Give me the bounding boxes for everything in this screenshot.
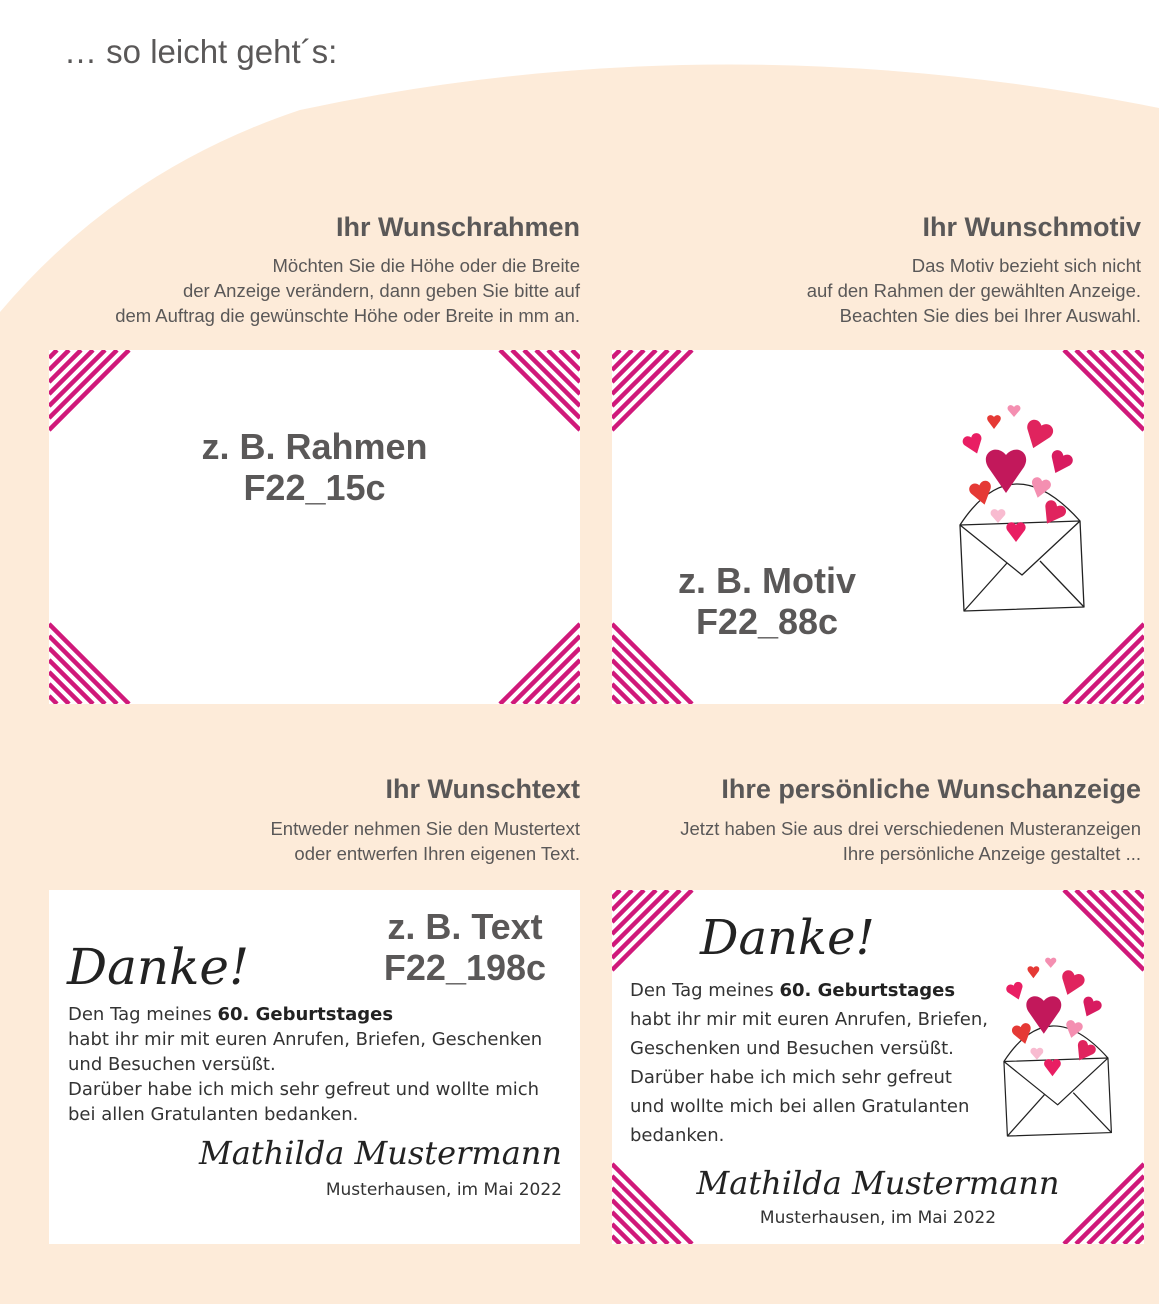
final-description-line: Jetzt haben Sie aus drei verschiedenen Musteranzeigen xyxy=(680,818,1141,839)
frame-description-line: Möchten Sie die Höhe oder die Breite xyxy=(272,255,580,276)
place-date: Musterhausen, im Mai 2022 xyxy=(759,1208,997,1228)
motif-description-line: auf den Rahmen der gewählten Anzeige. xyxy=(806,280,1141,301)
text-example-card xyxy=(49,890,580,1244)
body-text xyxy=(630,976,988,1150)
stripe-corner-top-left xyxy=(612,350,712,450)
frame-code-line2: F22_15c xyxy=(243,467,386,508)
body-line: Darüber habe ich mich sehr gefreut xyxy=(630,1067,952,1088)
text-code-label xyxy=(349,906,580,988)
body-line: Geschenken und Besuchen versüßt. xyxy=(630,1038,954,1059)
signature: Mathilda Mustermann xyxy=(198,1134,562,1172)
body-line: bedanken. xyxy=(630,1125,725,1146)
frame-description-line: dem Auftrag die gewünschte Höhe oder Breite in mm an. xyxy=(115,305,580,326)
body-line-first xyxy=(630,976,988,1005)
text-description-line: Entweder nehmen Sie den Mustertext xyxy=(270,818,580,839)
stripe-corner-bottom-left xyxy=(49,604,149,704)
greeting: Danke! xyxy=(67,938,250,996)
motif-description-line: Beachten Sie dies bei Ihrer Auswahl. xyxy=(839,305,1141,326)
frame-description-line: der Anzeige verändern, dann geben Sie bitte auf xyxy=(182,280,580,301)
text-heading: Ihr Wunschtext xyxy=(385,774,580,804)
stripe-corner-bottom-right xyxy=(480,604,580,704)
body-bold: 60. Geburtstages xyxy=(779,980,956,1001)
body-line: Darüber habe ich mich sehr gefreut und wollte mich xyxy=(68,1079,540,1100)
heart-envelope-icon xyxy=(997,940,1127,1144)
text-code-line1: z. B. Text xyxy=(387,906,543,947)
body-line: habt ihr mir mit euren Anrufen, Briefen, Geschenken xyxy=(68,1029,543,1050)
text-description-line: oder entwerfen Ihren eigenen Text. xyxy=(294,843,580,864)
final-example-card xyxy=(612,890,1144,1244)
frame-example-card xyxy=(49,350,580,704)
body-bold: 60. Geburtstages xyxy=(217,1004,394,1025)
body-intro: Den Tag meines xyxy=(68,1004,218,1025)
greeting: Danke! xyxy=(700,910,875,966)
signature: Mathilda Mustermann xyxy=(696,1164,1060,1202)
body-line: habt ihr mir mit euren Anrufen, Briefen, xyxy=(630,1009,988,1030)
place-date: Musterhausen, im Mai 2022 xyxy=(325,1180,562,1200)
page-title: … so leicht geht´s: xyxy=(64,33,338,70)
final-heading: Ihre persönliche Wunschanzeige xyxy=(721,774,1141,804)
frame-code-label xyxy=(49,426,580,508)
motif-description-line: Das Motiv bezieht sich nicht xyxy=(911,255,1141,276)
heart-envelope-icon xyxy=(952,385,1102,620)
motif-code-label xyxy=(632,560,902,642)
motif-example-card xyxy=(612,350,1144,704)
body-line: bei allen Gratulanten bedanken. xyxy=(68,1104,359,1125)
final-description-line: Ihre persönliche Anzeige gestaltet ... xyxy=(842,843,1141,864)
frame-description xyxy=(115,253,580,328)
body-line-first xyxy=(68,1002,542,1027)
motif-heading: Ihr Wunschmotiv xyxy=(922,212,1141,242)
frame-code-line1: z. B. Rahmen xyxy=(201,426,428,467)
body-line: und Besuchen versüßt. xyxy=(68,1054,276,1075)
text-description xyxy=(270,816,580,866)
body-intro: Den Tag meines xyxy=(630,980,780,1001)
motif-code-line2: F22_88c xyxy=(695,601,839,642)
body-line: und wollte mich bei allen Gratulanten xyxy=(630,1096,970,1117)
text-code-line2: F22_198c xyxy=(383,947,547,988)
body-text xyxy=(68,1002,542,1127)
frame-heading: Ihr Wunschrahmen xyxy=(335,212,580,242)
stripe-corner-top-left xyxy=(612,890,712,990)
motif-description xyxy=(807,253,1141,328)
motif-code-line1: z. B. Motiv xyxy=(678,560,856,601)
final-description xyxy=(680,816,1141,866)
